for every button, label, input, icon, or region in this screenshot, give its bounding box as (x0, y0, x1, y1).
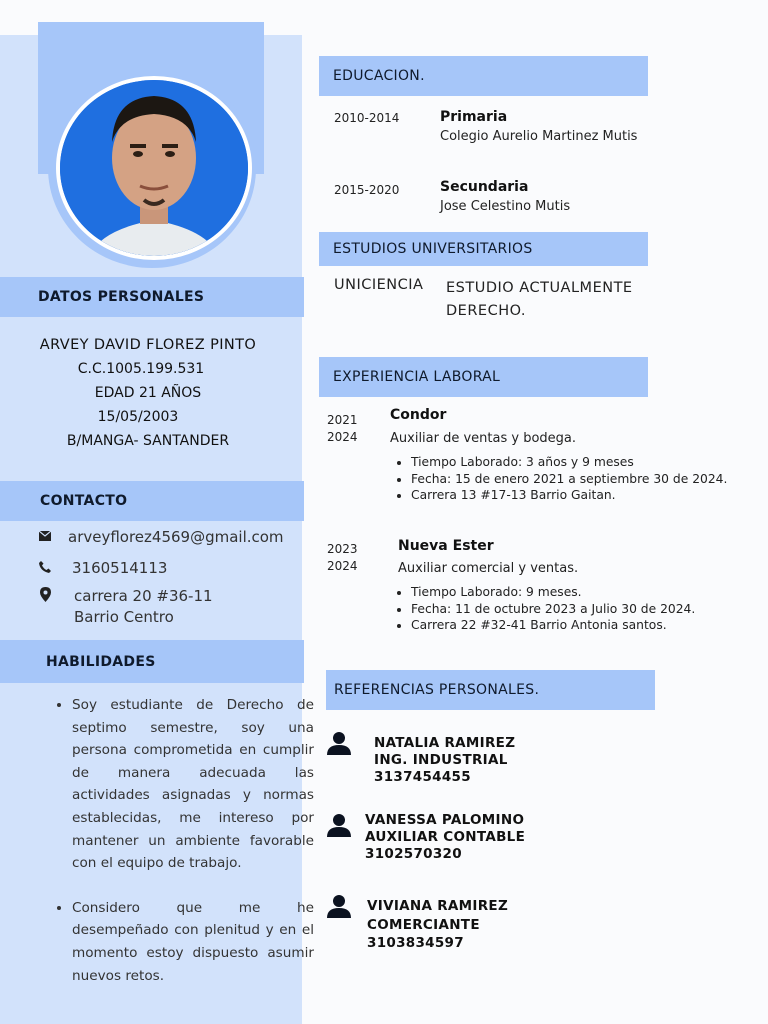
skills-header: HABILIDADES (0, 640, 304, 683)
address-line1: carrera 20 #36-11 (74, 587, 213, 605)
address-text (74, 586, 213, 628)
reference-phone: 3102570320 (365, 846, 462, 862)
job-detail: • Carrera 13 #17-13 Barrio Gaitan. (411, 487, 727, 504)
personal-data-header: DATOS PERSONALES (0, 277, 304, 317)
skill-item: • Soy estudiante de Derecho de septimo semestre, soy una persona comprometida en cumplir de manera adecuada las actividades asignadas y normas establecidas, me intereso por mantener un ambiente favorable con el equipo de trabajo. (72, 694, 314, 875)
location-pin-icon (38, 586, 52, 602)
job-detail: • Tiempo Laborado: 3 años y 9 meses (411, 454, 727, 471)
reference-phone: 3137454455 (374, 769, 471, 785)
job-year-start: 2021 (327, 413, 358, 427)
reference-entry (367, 897, 508, 953)
university-header: ESTUDIOS UNIVERSITARIOS (319, 232, 648, 266)
reference-entry (365, 812, 525, 863)
education-years: 2015-2020 (334, 183, 400, 197)
job-detail: • Carrera 22 #32-41 Barrio Antonia santos. (411, 617, 695, 634)
mail-icon (38, 528, 52, 544)
person-icon (326, 813, 352, 837)
person-icon (326, 731, 352, 755)
university-status-line2: DERECHO. (446, 303, 527, 319)
job-years (327, 541, 358, 575)
reference-role: COMERCIANTE (367, 916, 480, 933)
email-row (38, 528, 284, 546)
job-company: Condor (390, 407, 447, 423)
email-text[interactable]: arveyflorez4569@gmail.com (68, 528, 284, 546)
full-name: ARVEY DAVID FLOREZ PINTO (39, 337, 257, 353)
address-line2: Barrio Centro (74, 608, 174, 626)
job-detail: • Tiempo Laborado: 9 meses. (411, 584, 695, 601)
contact-header: CONTACTO (0, 481, 304, 521)
references-header: REFERENCIAS PERSONALES. (326, 670, 655, 710)
age: EDAD 21 AÑOS (94, 385, 202, 401)
education-header: EDUCACION. (319, 56, 648, 96)
education-title: Primaria (440, 109, 508, 125)
person-icon (326, 894, 352, 918)
job-detail: • Fecha: 15 de enero 2021 a septiembre 30 de 2024. (411, 471, 727, 488)
reference-name: NATALIA RAMIREZ (374, 735, 516, 751)
job-role: Auxiliar de ventas y bodega. (390, 431, 577, 446)
reference-role: AUXILIAR CONTABLE (365, 829, 526, 845)
reference-name: VANESSA PALOMINO (365, 812, 525, 828)
education-years: 2010-2014 (334, 111, 400, 125)
id-number: C.C.1005.199.531 (77, 361, 205, 377)
reference-role: ING. INDUSTRIAL (374, 752, 508, 768)
education-school: Colegio Aurelio Martinez Mutis (440, 129, 638, 144)
job-role: Auxiliar comercial y ventas. (398, 561, 579, 576)
university-status-line1: ESTUDIO ACTUALMENTE (446, 280, 633, 296)
experience-header: EXPERIENCIA LABORAL (319, 357, 648, 397)
job-company: Nueva Ester (398, 538, 494, 554)
location: B/MANGA- SANTANDER (66, 433, 230, 449)
job-year-start: 2023 (327, 542, 358, 556)
job-year-end: 2024 (327, 430, 358, 444)
reference-name: VIVIANA RAMIREZ (367, 898, 509, 914)
job-details (389, 454, 727, 504)
phone-icon (38, 559, 52, 575)
job-details (389, 584, 695, 634)
university-status (446, 277, 633, 323)
skills-list (40, 694, 314, 1009)
reference-entry (374, 735, 515, 786)
job-year-end: 2024 (327, 559, 358, 573)
university-institution: UNICIENCIA (334, 277, 424, 293)
phone-text[interactable]: 3160514113 (72, 559, 168, 577)
address-row (38, 586, 213, 628)
job-years (327, 412, 358, 446)
phone-row (38, 559, 167, 577)
education-title: Secundaria (440, 179, 529, 195)
skill-item: • Considero que me he desempeñado con plenitud y en el momento estoy dispuesto asumir nuevos retos. (72, 897, 314, 987)
profile-photo (56, 76, 252, 260)
job-detail: • Fecha: 11 de octubre 2023 a Julio 30 de 2024. (411, 601, 695, 618)
reference-phone: 3103834597 (367, 935, 464, 951)
birth-date: 15/05/2003 (97, 409, 179, 425)
education-school: Jose Celestino Mutis (440, 199, 571, 214)
